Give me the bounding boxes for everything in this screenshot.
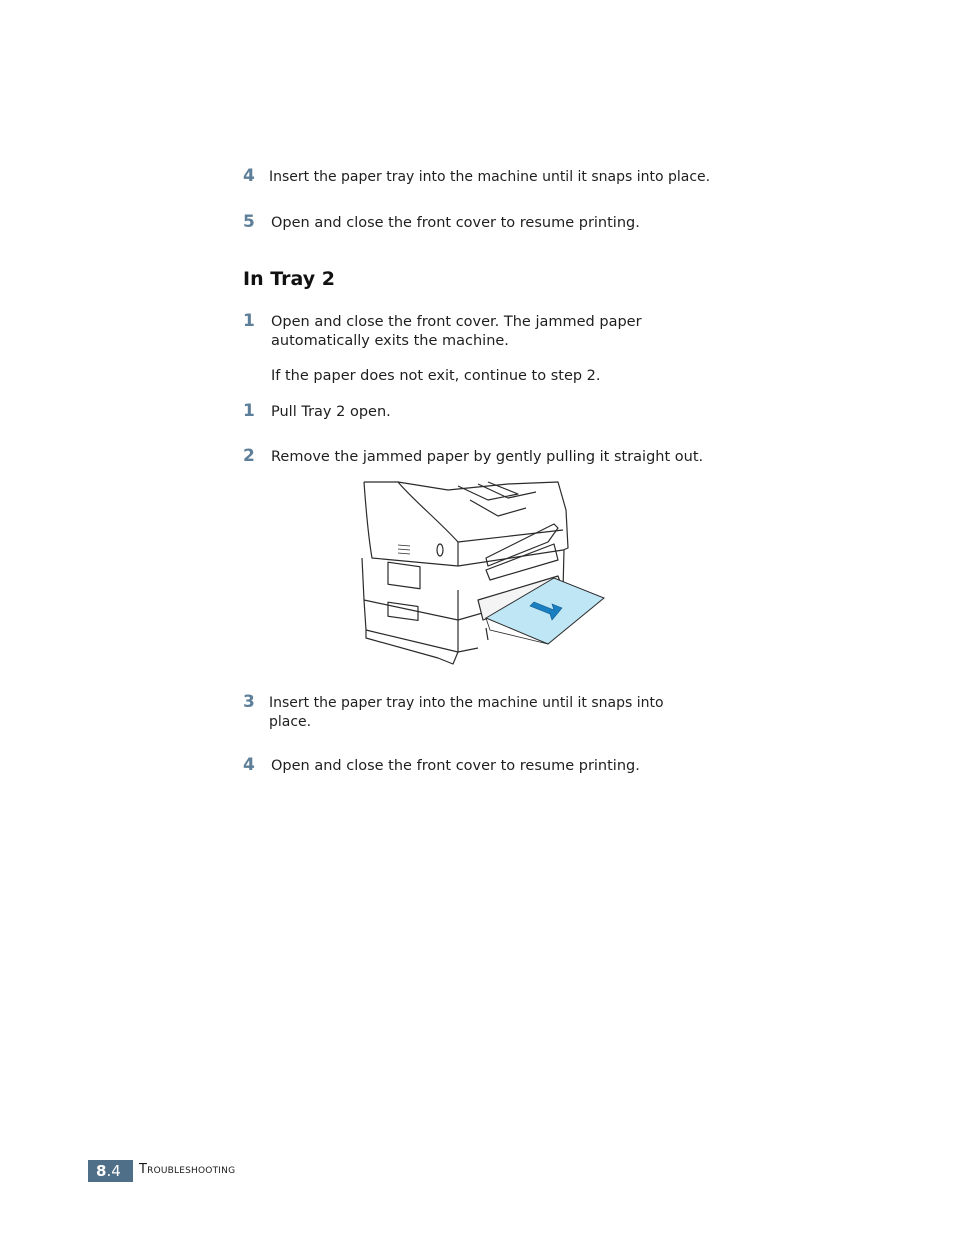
chapter-number: 8 <box>96 1162 107 1180</box>
step-number: 3 <box>243 692 255 712</box>
page-number-badge <box>88 1160 133 1182</box>
step-number: 1 <box>243 311 255 331</box>
page-number: .4 <box>106 1162 121 1180</box>
step-text: Insert the paper tray into the machine until it snaps into place. <box>269 695 664 730</box>
step-text: Remove the jammed paper by gently pulling it straight out. <box>271 449 704 465</box>
step-number: 4 <box>243 166 255 186</box>
step-text: Pull Tray 2 open. <box>271 404 391 420</box>
printer-jam-illustration <box>358 480 608 668</box>
section-heading: In Tray 2 <box>243 268 335 290</box>
note-text: If the paper does not exit, continue to step 2. <box>271 368 601 384</box>
step-number: 2 <box>243 446 255 466</box>
footer-section-title: Troubleshooting <box>139 1162 236 1177</box>
step-number: 5 <box>243 212 255 232</box>
step-number: 1 <box>243 401 255 421</box>
step-text: Open and close the front cover to resume printing. <box>271 758 640 774</box>
step-text: Open and close the front cover to resume printing. <box>271 215 640 231</box>
step-number: 4 <box>243 755 255 775</box>
step-text: Insert the paper tray into the machine until it snaps into place. <box>269 169 711 185</box>
step-text: Open and close the front cover. The jammed paper automatically exits the machine. <box>271 314 642 349</box>
